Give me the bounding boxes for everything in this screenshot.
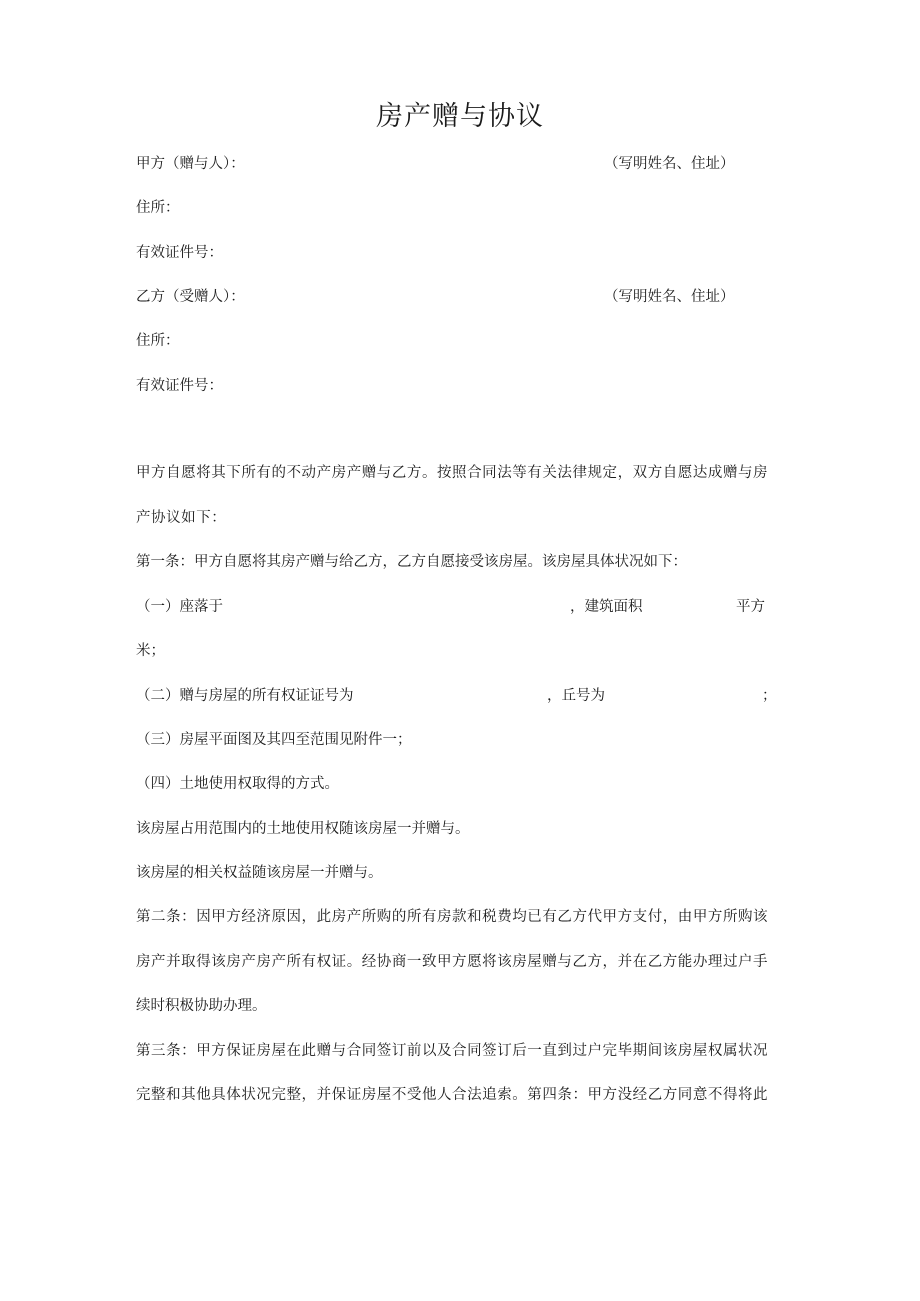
- party-b-label: 乙方（受赠人）：: [136, 289, 245, 305]
- article-3-line-2: 完整和其他具体状况完整，并保证房屋不受他人合法追索。第四条：甲方没经乙方同意不得将此: [136, 1087, 769, 1103]
- article-2-line-2: 房产并取得该房产房产所有权证。经协商一致甲方愿将该房屋赠与乙方，并在乙方能办理过户手: [136, 954, 769, 970]
- article-2-line-3: 续时积极协助办理。: [136, 998, 267, 1014]
- party-b-id-number: 有效证件号：: [136, 378, 223, 394]
- land-note: 该房屋占用范围内的土地使用权随该房屋一并赠与。: [136, 821, 470, 837]
- item-2-hill-label: ，丘号为: [547, 688, 605, 704]
- article-3-line-1: 第三条：甲方保证房屋在此赠与合同签订前以及合同签订后一直到过户完毕期间该房屋权属状况: [136, 1043, 769, 1059]
- item-1-label: （一）座落于: [136, 599, 223, 615]
- item-2-end: ；: [762, 688, 777, 704]
- party-a-id-number: 有效证件号：: [136, 245, 223, 261]
- party-b-residence: 住所：: [136, 333, 180, 349]
- item-4: （四）土地使用权取得的方式。: [136, 776, 339, 792]
- article-1: 第一条：甲方自愿将其房产赠与给乙方，乙方自愿接受该房屋。该房屋具体状况如下：: [136, 554, 687, 570]
- intro-line-1: 甲方自愿将其下所有的不动产房产赠与乙方。按照合同法等有关法律规定，双方自愿达成赠与房: [136, 465, 769, 481]
- item-1-unit-b: 米；: [136, 643, 165, 659]
- party-a-label: 甲方（赠与人）：: [136, 156, 245, 172]
- item-2-label: （二）赠与房屋的所有权证证号为: [136, 688, 354, 704]
- item-1-area-label: ，建筑面积: [570, 599, 643, 615]
- item-3: （三）房屋平面图及其四至范围见附件一；: [136, 732, 412, 748]
- rights-note: 该房屋的相关权益随该房屋一并赠与。: [136, 865, 383, 881]
- document-title: 房产赠与协议: [376, 101, 544, 132]
- party-a-residence: 住所：: [136, 200, 180, 216]
- intro-line-2: 产协议如下：: [136, 510, 227, 526]
- party-a-hint: （写明姓名、住址）: [604, 156, 735, 172]
- article-2-line-1: 第二条：因甲方经济原因，此房产所购的所有房款和税费均已有乙方代甲方支付，由甲方所购该: [136, 909, 769, 925]
- item-1-unit-a: 平方: [736, 599, 765, 615]
- party-b-hint: （写明姓名、住址）: [604, 289, 735, 305]
